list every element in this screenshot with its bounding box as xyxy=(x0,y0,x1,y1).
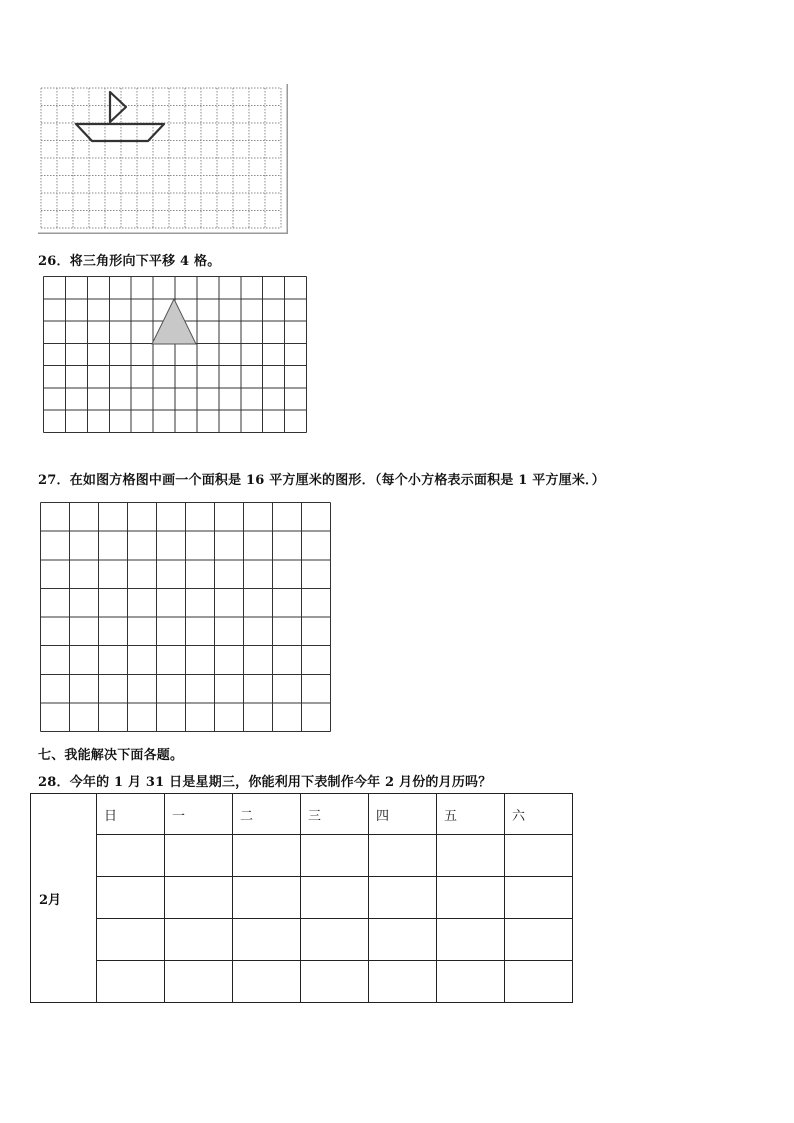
calendar-cell[interactable] xyxy=(369,961,437,1003)
calendar-cell[interactable] xyxy=(369,877,437,919)
calendar-week-row xyxy=(31,919,573,961)
triangle-grid xyxy=(42,275,308,459)
question-27: 27．在如图方格图中画一个面积是 16 平方厘米的图形．（每个小方格表示面积是 1 平方厘米．） xyxy=(38,473,605,488)
month-label: 2月 xyxy=(31,794,97,1003)
boat-sail xyxy=(110,92,126,122)
weekday-friday: 五 xyxy=(437,794,505,835)
calendar-cell[interactable] xyxy=(97,961,165,1003)
weekday-sunday: 日 xyxy=(97,794,165,835)
calendar-cell[interactable] xyxy=(369,919,437,961)
calendar-cell[interactable] xyxy=(233,919,301,961)
calendar-cell[interactable] xyxy=(233,961,301,1003)
weekday-tuesday: 二 xyxy=(233,794,301,835)
calendar-cell[interactable] xyxy=(505,835,573,877)
weekday-saturday: 六 xyxy=(505,794,573,835)
weekday-monday: 一 xyxy=(165,794,233,835)
calendar-cell[interactable] xyxy=(301,919,369,961)
calendar-header-row xyxy=(31,794,573,835)
calendar-cell[interactable] xyxy=(301,961,369,1003)
calendar-cell[interactable] xyxy=(165,835,233,877)
calendar-cell[interactable] xyxy=(505,877,573,919)
calendar-cell[interactable] xyxy=(97,835,165,877)
calendar-cell[interactable] xyxy=(165,961,233,1003)
calendar-cell[interactable] xyxy=(233,877,301,919)
calendar-cell[interactable] xyxy=(505,961,573,1003)
calendar-week-row xyxy=(31,961,573,1003)
february-calendar-table xyxy=(30,793,573,1003)
calendar-week-row xyxy=(31,835,573,877)
calendar-cell[interactable] xyxy=(437,877,505,919)
calendar-cell[interactable] xyxy=(233,835,301,877)
calendar-cell[interactable] xyxy=(301,877,369,919)
boat-hull xyxy=(76,124,164,141)
question-28: 28．今年的 1 月 31 日是星期三，你能利用下表制作今年 2 月份的月历吗？ xyxy=(38,775,492,790)
boat-figure-grid xyxy=(38,84,290,236)
area-grid xyxy=(39,501,332,733)
calendar-cell[interactable] xyxy=(369,835,437,877)
calendar-cell[interactable] xyxy=(437,961,505,1003)
calendar-week-row xyxy=(31,877,573,919)
calendar-cell[interactable] xyxy=(165,919,233,961)
weekday-thursday: 四 xyxy=(369,794,437,835)
calendar-cell[interactable] xyxy=(97,919,165,961)
calendar-cell[interactable] xyxy=(97,877,165,919)
section-7-heading: 七、我能解决下面各题。 xyxy=(38,748,184,763)
weekday-wednesday: 三 xyxy=(301,794,369,835)
question-26: 26．将三角形向下平移 4 格。 xyxy=(38,254,221,269)
calendar-cell[interactable] xyxy=(505,919,573,961)
calendar-cell[interactable] xyxy=(301,835,369,877)
calendar-cell[interactable] xyxy=(165,877,233,919)
calendar-cell[interactable] xyxy=(437,835,505,877)
calendar-cell[interactable] xyxy=(437,919,505,961)
